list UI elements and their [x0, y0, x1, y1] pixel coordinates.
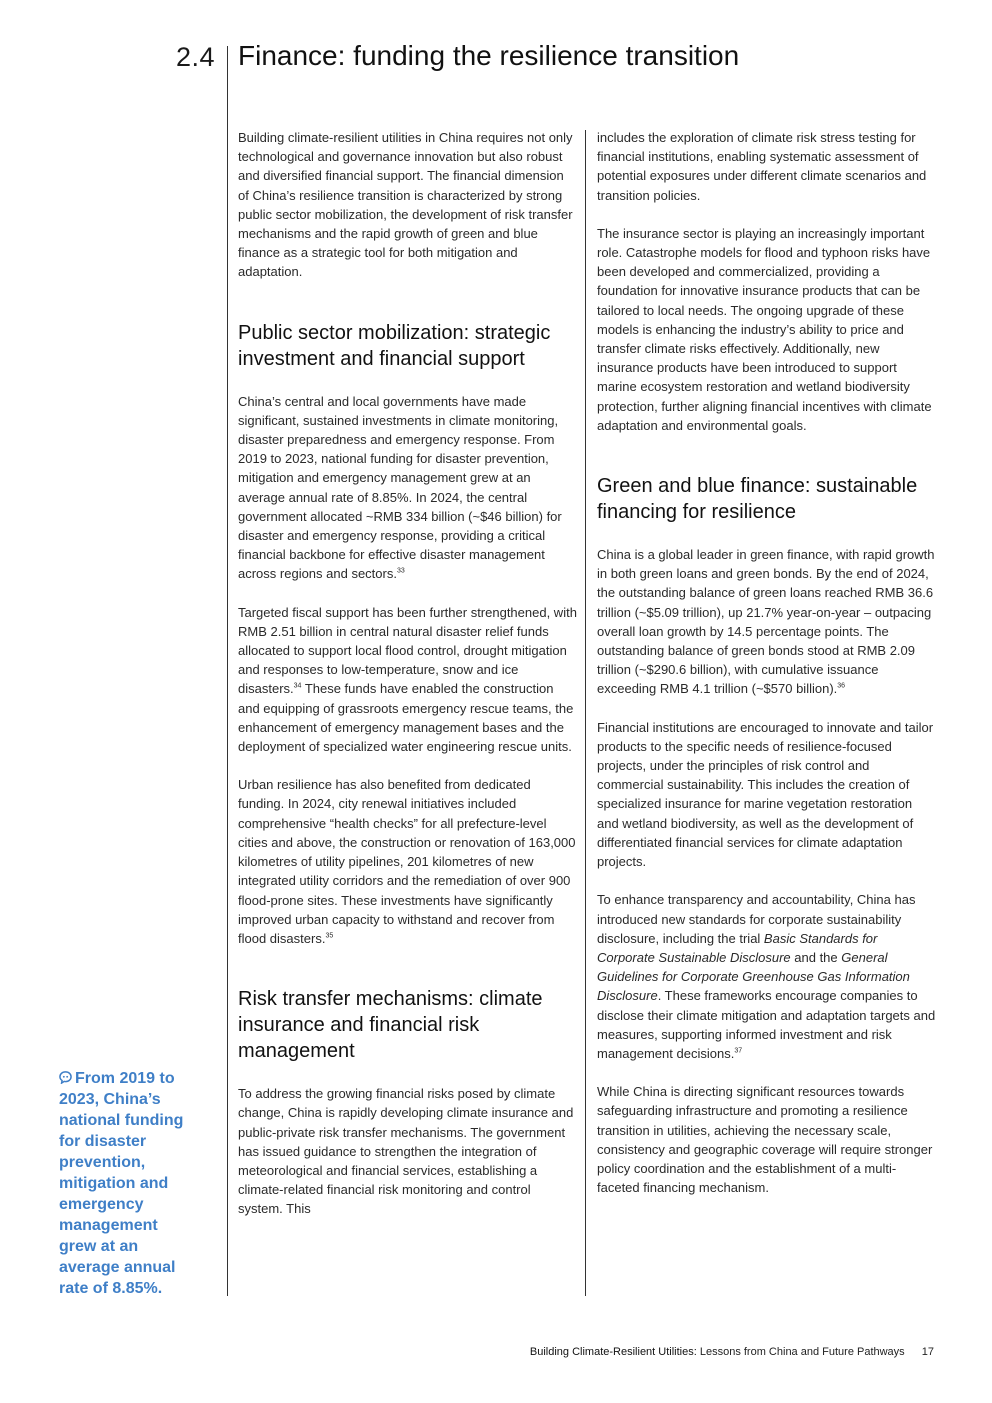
section-number: 2.4	[176, 42, 216, 72]
paragraph: To address the growing financial risks posed by climate change, China is rapidly developing climate insurance and public-private risk transfer mechanisms. The government has issued guidance to strengthen the integration of meteorological and financial services, establishing a climate-related financial risk monitoring and control system. This	[238, 1086, 574, 1217]
paragraph: Targeted fiscal support has been further strengthened, with RMB 2.51 billion in central natural disaster relief funds allocated to support local flood control, drought mitigation and responses to low-temperature, snow and ice disasters.$^{34}$ These funds have enabled the construction and equipping of grassroots emergency rescue teams, the enhancement of emergency management bases and the deployment of specialized water engineering rescue units.	[238, 604, 577, 755]
paragraph: Financial institutions are encouraged to innovate and tailor products to the specific needs of resilience-focused projects, under the principles of risk control and commercial sustainability. This includes the creation of specialized insurance for marine vegetation restoration and wetland biodiversity, as well as the development of differentiated financial services for climate adaptation projects.	[597, 719, 934, 870]
paragraph: China is a global leader in green finance, with rapid growth in both green loans and green bonds. By the end of 2024, the outstanding balance of green loans reached RMB 36.6 trillion (~$5.09 trillion), up 21.7% year-on-year – outpacing overall loan growth by 14.5 percentage points. The outstanding balance of green bonds stood at RMB 2.09 trillion (~$290.6 billion), with cumulative issuance exceeding RMB 4.1 trillion (~$570 billion).$^{36}$	[597, 547, 935, 697]
column-divider-line	[585, 130, 586, 1296]
paragraph: includes the exploration of climate risk stress testing for financial institutions, enabling systematic assessment of potential exposures under different climate scenarios and transition policies.	[597, 130, 927, 203]
pull-quote-callout	[59, 1068, 199, 1299]
footnote-ref: 35	[325, 932, 334, 940]
footnote-ref: 34	[293, 683, 302, 691]
left-text-column	[238, 128, 578, 1238]
footer-report-title: Building Climate-Resilient Utilities:	[529, 1346, 697, 1358]
heading-risk-transfer: Risk transfer mechanisms: climate insurance and financial risk management	[238, 988, 543, 1063]
right-text-column	[597, 128, 937, 1216]
left-divider-line	[227, 46, 228, 1296]
paragraph: The insurance sector is playing an increasingly important role. Catastrophe models for flood and typhoon risks have been developed and commercialized, providing a foundation for innovative insurance products that can be tailored to local needs. The ongoing upgrade of these models is enhancing the industry’s ability to price and transfer climate risks effectively. Additionally, new insurance products have been introduced to support marine ecosystem restoration and wetland biodiversity protection, further aligning financial incentives with climate adaptation and environmental goals.	[597, 225, 932, 433]
callout-text: From 2019 to 2023, China’s national funding for disaster prevention, mitigation and emergency management grew at an average annual rate of 8.85%.	[59, 1070, 184, 1297]
heading-green-blue-finance: Green and blue finance: sustainable financing for resilience	[597, 475, 918, 524]
paragraph: To enhance transparency and accountability, China has introduced new standards for corporate sustainability disclosure, including the trial Basic Standards for Corporate Sustainable Disclosure and the General Guidelines for Corporate Greenhouse Gas Information Disclosure. These frameworks encourage companies to disclose their climate mitigation and adaptation targets and measures, supporting informed investment and risk management decisions.$^{37}$	[597, 892, 936, 1061]
footnote-ref: 37	[734, 1047, 743, 1055]
footnote-ref: 33	[396, 568, 405, 576]
paragraph: While China is directing significant resources towards safeguarding infrastructure and promoting a resilience transition in utilities, achieving the necessary scale, consistency and geographic coverage will require stronger policy coordination and the establishment of a multi-faceted financing mechanism.	[597, 1084, 933, 1196]
paragraph: China’s central and local governments have made significant, sustained investments in climate monitoring, disaster preparedness and emergency response. From 2019 to 2023, national funding for disaster prevention, mitigation and emergency management grew at an average annual rate of 8.85%. In 2024, the central government allocated ~RMB 334 billion (~$46 billion) for disaster and emergency response, providing a critical financial backbone for effective disaster management across regions and sectors.$^{33}$	[238, 393, 562, 582]
page-footer	[530, 1346, 934, 1358]
heading-public-sector: Public sector mobilization: strategic investment and financial support	[238, 321, 551, 370]
footer-report-subtitle: Lessons from China and Future Pathways	[696, 1346, 905, 1358]
page-number: 17	[921, 1346, 934, 1358]
footnote-ref: 36	[837, 683, 846, 691]
intro-paragraph: Building climate-resilient utilities in China requires not only technological and governance innovation but also robust and diversified financial support. The financial dimension of China’s resilience transition is characterized by strong public sector mobilization, the development of risk transfer mechanisms and the rapid growth of green and blue finance as a strategic tool for both mitigation and adaptation.	[238, 130, 573, 280]
quote-bubble-icon	[59, 1071, 72, 1084]
page-title: Finance: funding the resilience transition	[238, 40, 740, 71]
paragraph: Urban resilience has also benefited from dedicated funding. In 2024, city renewal initiatives included comprehensive “health checks” for all prefecture-level cities and above, the construction or renovation of 163,000 kilometres of utility pipelines, 201 kilometres of new integrated utility corridors and the remediation of over 900 flood-prone sites. These investments have significantly improved urban capacity to withstand and recover from flood disasters.$^{35}$	[238, 777, 576, 946]
